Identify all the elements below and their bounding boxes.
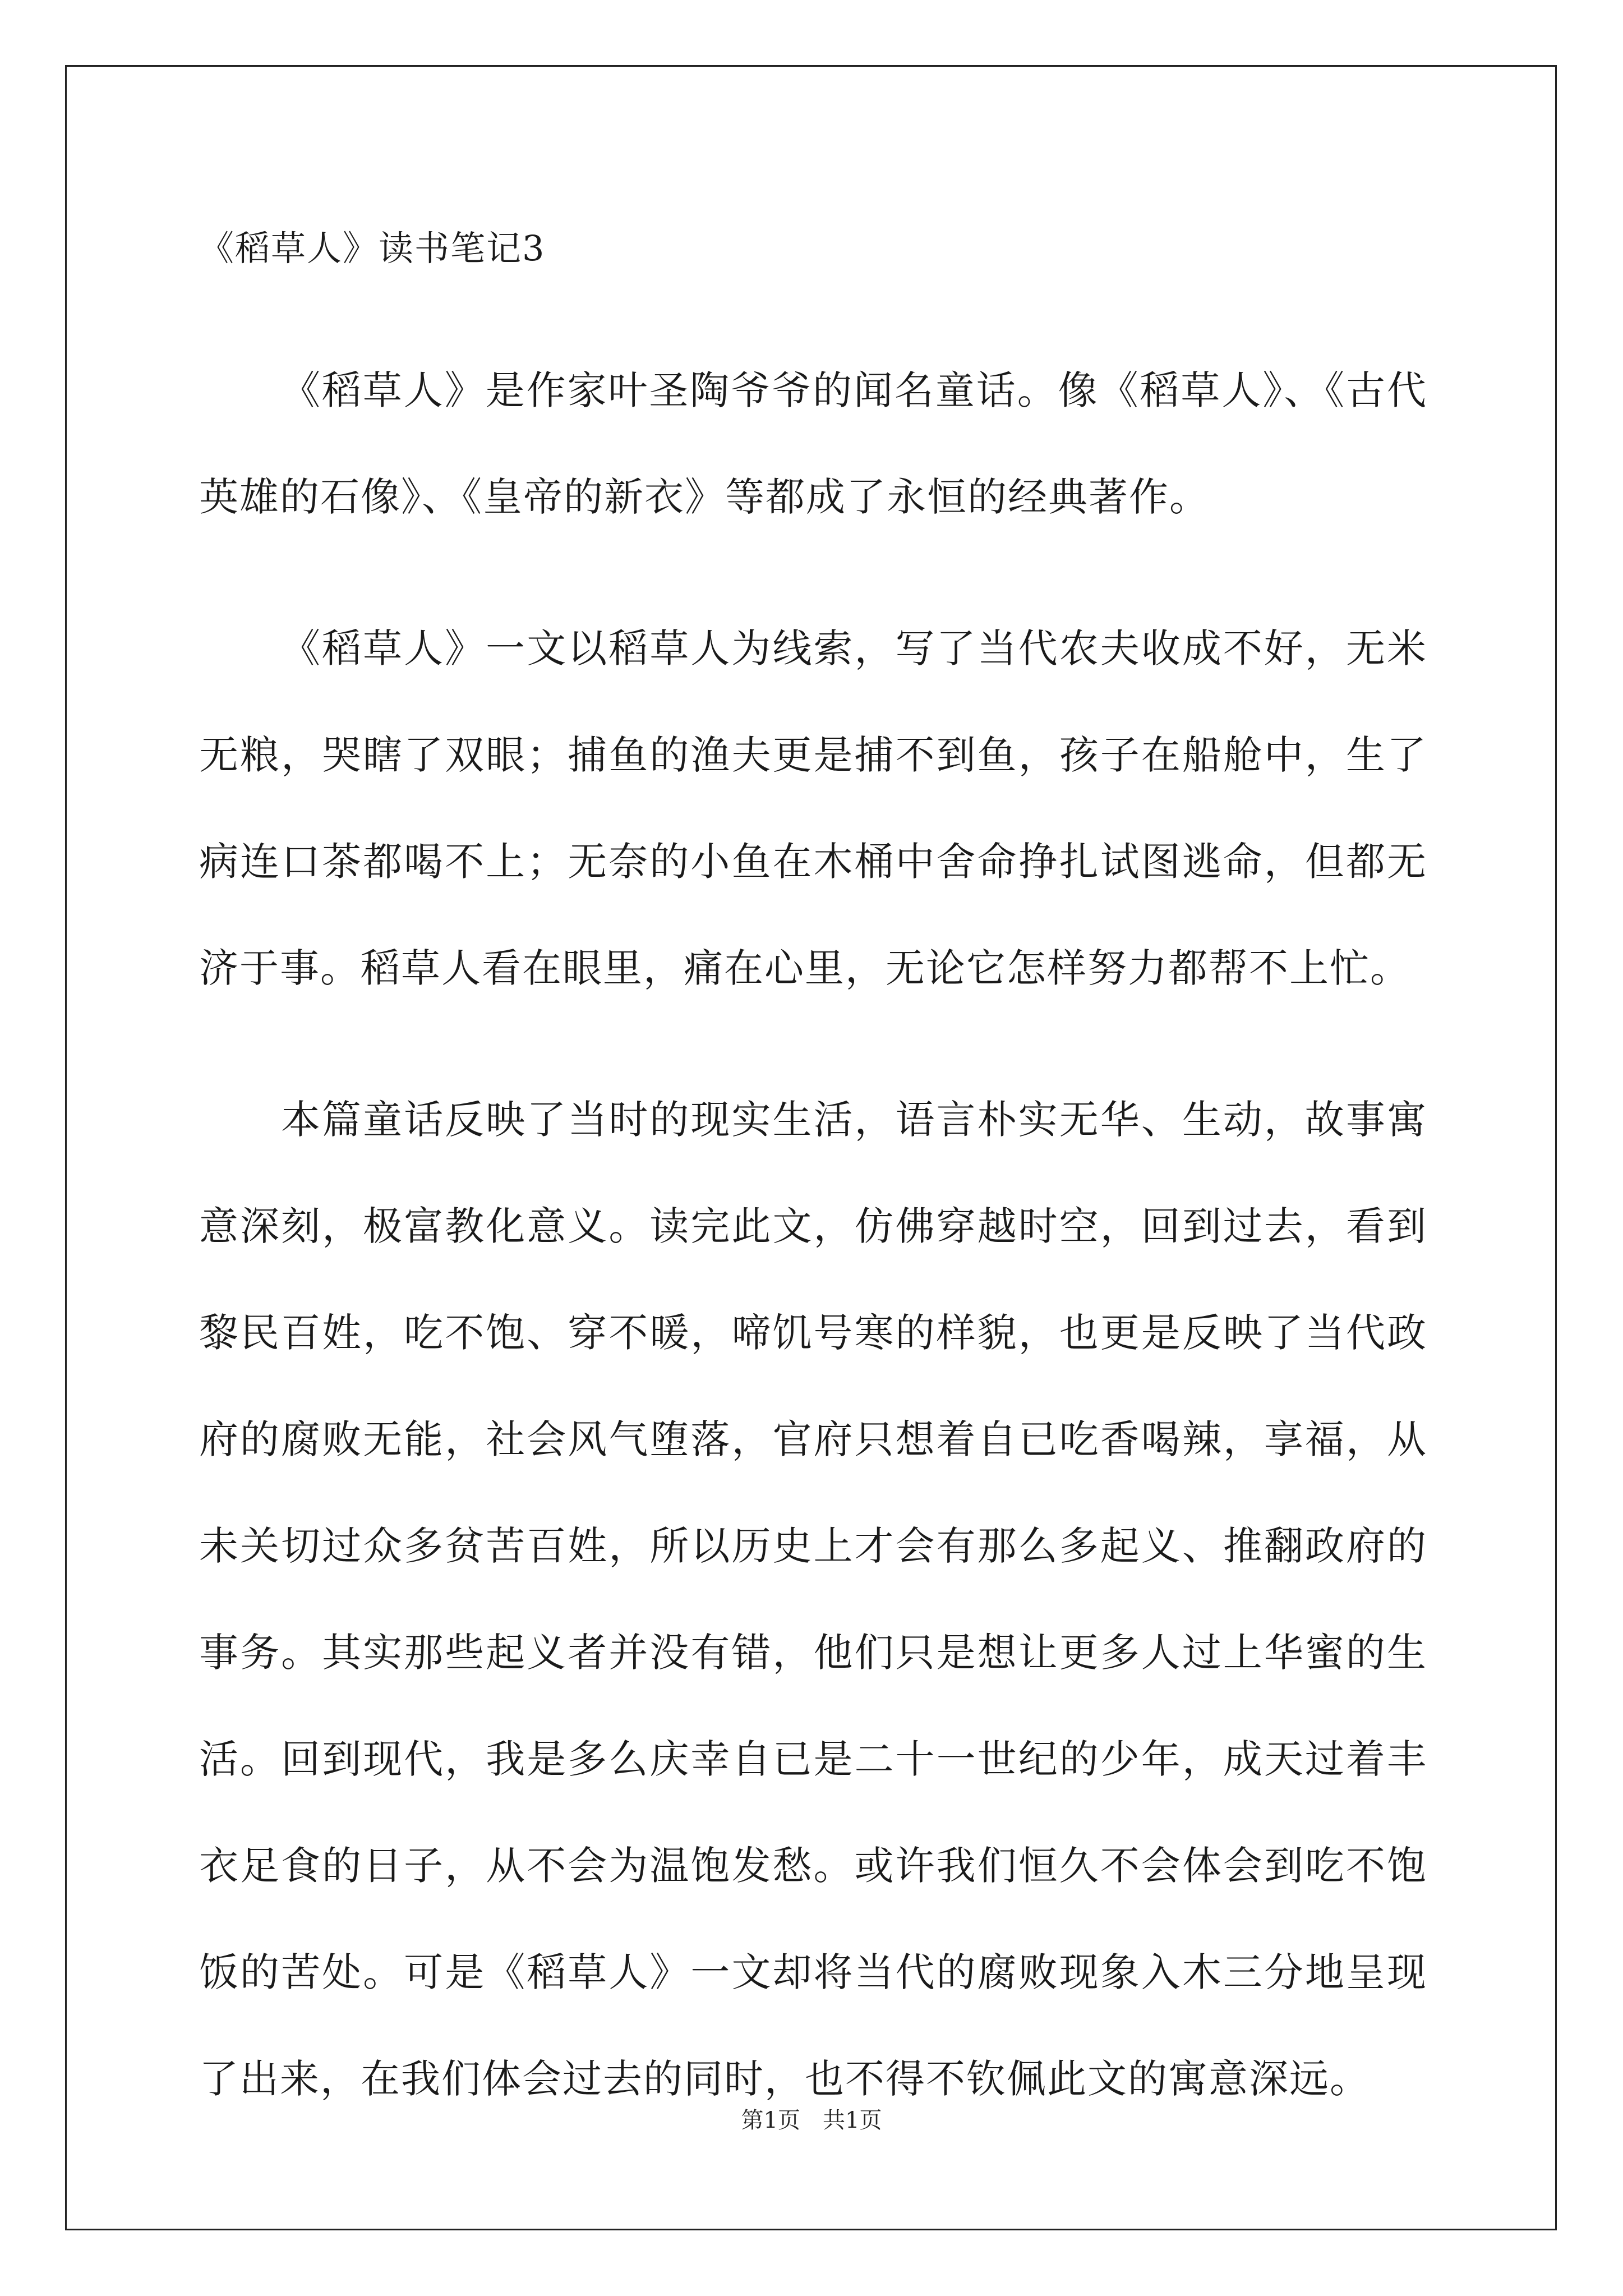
page-footer [0,2105,1623,2136]
paragraph-3: 本篇童话反映了当时的现实生活，语言朴实无华、生动，故事寓意深刻，极富教化意义。读完此文，仿佛穿越时空，回到过去，看到黎民百姓，吃不饱、穿不暖，啼饥号寒的样貌，也更是反映了当代政府的腐败无能，社会风气堕落，官府只想着自已吃香喝辣，享福，从未关切过众多贫苦百姓，所以历史上才会有那么多起义、推翻政府的事务。其实那些起义者并没有错，他们只是想让更多人过上华蜜的生活。回到现代，我是多么庆幸自已是二十一世纪的少年，成天过着丰衣足食的日子，从不会为温饱发愁。或许我们恒久不会体会到吃不饱饭的苦处。可是《稻草人》一文却将当代的腐败现象入木三分地呈现了出来，在我们体会过去的同时，也不得不钦佩此文的寓意深远。 [199,1097,1427,2102]
paragraph-1: 《稻草人》是作家叶圣陶爷爷的闻名童话。像《稻草人》、《古代英雄的石像》、《皇帝的新衣》等都成了永恒的经典著作。 [199,367,1427,520]
document-title: 《稻草人》读书笔记3 [199,228,546,269]
document-body [199,222,1427,2132]
page-number: 第1页 共1页 [741,2108,882,2133]
paragraph-2: 《稻草人》一文以稻草人为线索，写了当代农夫收成不好，无米无粮，哭瞎了双眼；捕鱼的渔夫更是捕不到鱼，孩子在船舱中，生了病连口茶都喝不上；无奈的小鱼在木桶中舍命挣扎试图逃命，但都无济于事。稻草人看在眼里，痛在心里，无论它怎样努力都帮不上忙。 [199,625,1427,991]
